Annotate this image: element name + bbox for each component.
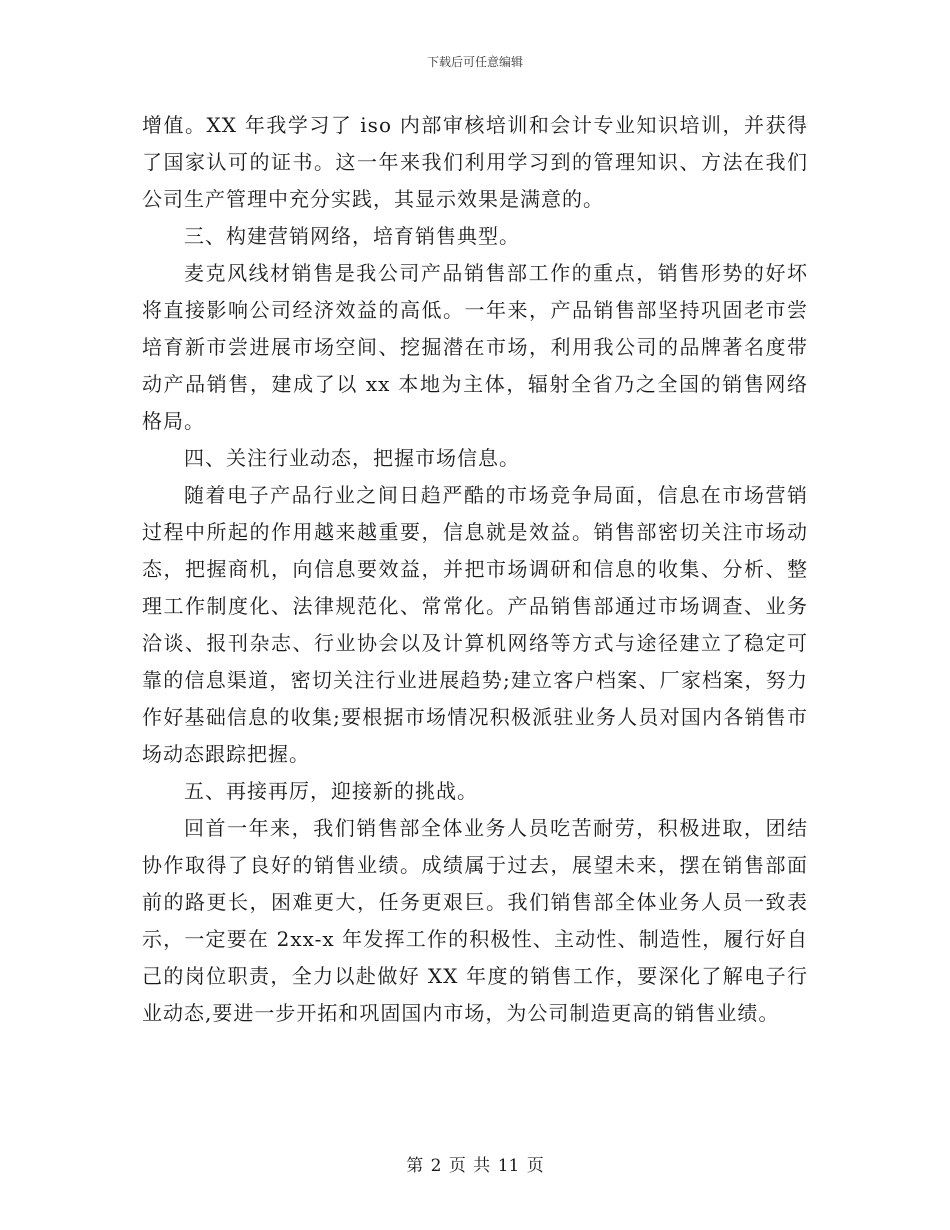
section-heading-4: 四、关注行业动态，把握市场信息。 [184,446,520,470]
page-footer: 第 2 页 共 11 页 [406,1156,544,1176]
document-body [142,107,808,1032]
paragraph-market-information: 随着电子产品行业之间日趋严酷的市场竞争局面，信息在市场营销过程中所起的作用越来越重要，信息就是效益。销售部密切关注市场动态，把握商机，向信息要效益，并把市场调研和信息的收集、分析、整理工作制度化、法律规范化、常常化。产品销售部通过市场调查、业务洽谈、报刊杂志、行业协会以及计算机网络等方式与途径建立了稳定可靠的信息渠道，密切关注行业进展趋势;建立客户档案、厂家档案，努力作好基础信息的收集;要根据市场情况积极派驻业务人员对国内各销售市场动态跟踪把握。 [142,483,808,766]
paragraph-new-challenges: 回首一年来，我们销售部全体业务人员吃苦耐劳，积极进取，团结协作取得了良好的销售业绩。成绩属于过去，展望未来，摆在销售部面前的路更长，困难更大，任务更艰巨。我们销售部全体业务人员一致表示，一定要在 2xx-x 年发挥工作的积极性、主动性、制造性，履行好自己的岗位职责，全力以赴做好 XX 年度的销售工作，要深化了解电子行业动态,要进一步开拓和巩固国内市场，为公司制造更高的销售业绩。 [142,816,808,1025]
paragraph-continuation: 增值。XX 年我学习了 iso 内部审核培训和会计专业知识培训，并获得了国家认可的证书。这一年来我们利用学习到的管理知识、方法在我们公司生产管理中充分实践，其显示效果是满意的。 [142,113,808,211]
page-header: 下载后可任意编辑 [426,55,523,69]
section-heading-5: 五、再接再厉，迎接新的挑战。 [184,779,478,803]
paragraph-marketing-network: 麦克风线材销售是我公司产品销售部工作的重点，销售形势的好坏将直接影响公司经济效益的高低。一年来，产品销售部坚持巩固老市尝培育新市尝进展市场空间、挖掘潜在市场，利用我公司的品牌著名度带动产品销售，建成了以 xx 本地为主体，辐射全省乃之全国的销售网络格局。 [142,261,808,433]
section-heading-3: 三、构建营销网络，培育销售典型。 [184,224,520,248]
